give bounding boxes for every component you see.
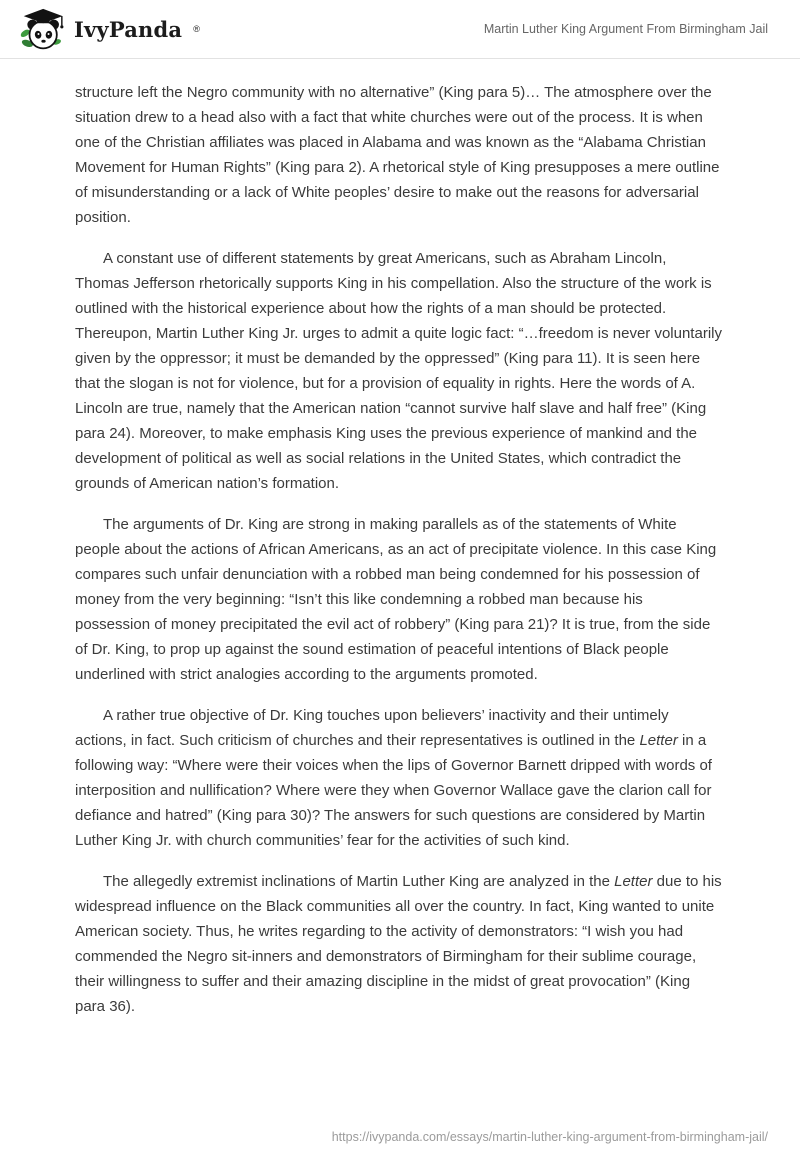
source-url-link[interactable]: https://ivypanda.com/essays/martin-luther-king-argument-from-birmingham-jail/ (331, 1130, 768, 1144)
ivypanda-panda-icon (18, 6, 64, 52)
paragraph-text: in a following way: “Where were their voices when the lips of Governor Barnett dripped with words of interposition and nullification? Where were they when Governor Wallace gave the clarion call for defiance and hatred” (King para 30)? The answers for such questions are considered by Martin Luther King Jr. with church communities’ fear for the activities of such kind. (75, 732, 712, 849)
letter-title-italic: Letter (639, 732, 678, 749)
page-header (0, 0, 800, 59)
brand-name: IvyPanda (74, 16, 183, 42)
letter-title-italic: Letter (614, 873, 653, 890)
paragraph-5 (75, 869, 722, 1019)
brand-logo[interactable] (18, 6, 200, 52)
paragraph-text: A constant use of different statements by great Americans, such as Abraham Lincoln, Thomas Jefferson rhetorically supports King in his compellation. Also the structure of the work is outlined with the historical experience about how the rights of a man should be protected. Thereupon, Martin Luther King Jr. urges to admit a quite logic fact: “…freedom is never voluntarily given by the oppressor; it must be demanded by the oppressed” (King para 11). It is seen here that the slogan is not for violence, but for a provision of equality in rights. Here the words of A. Lincoln are true, namely that the American nation “cannot survive half slave and half free” (King para 24). Moreover, to make emphasis King uses the previous experience of mankind and the development of political as well as social relations in the United States, which contradict the grounds of American nation’s formation. (75, 250, 722, 492)
page-footer (0, 1128, 768, 1146)
paragraph-text: due to his widespread influence on the Black communities all over the country. In fact, King wanted to unite American society. Thus, he writes regarding to the activity of demonstrators: “I wish you had commended the Negro sit-inners and demonstrators of Birmingham for their sublime courage, their willingness to suffer and their amazing discipline in the midst of great provocation” (King para 36). (75, 873, 722, 1015)
paragraph-text: A rather true objective of Dr. King touches upon believers’ inactivity and their untimely actions, in fact. Such criticism of churches and their representatives is outlined in the (75, 707, 669, 749)
paragraph-2 (75, 246, 722, 496)
paragraph-3 (75, 512, 722, 687)
essay-content (0, 59, 800, 1019)
paragraph-text: The allegedly extremist inclinations of Martin Luther King are analyzed in the (103, 873, 615, 890)
paragraph-text: structure left the Negro community with no alternative” (King para 5)… The atmosphere over the situation drew to a head also with a fact that white churches were out of the process. It is when one of the Christian affiliates was placed in Alabama and was known as the “Alabama Christian Movement for Human Rights” (King para 2). A rhetorical style of King presupposes a mere outline of misunderstanding or a lack of White peoples’ desire to make out the reasons for adversarial position. (75, 84, 720, 226)
registered-mark: ® (193, 24, 200, 34)
paragraph-text: The arguments of Dr. King are strong in making parallels as of the statements of White people about the actions of African Americans, as an act of precipitate violence. In this case King compares such unfair denunciation with a robbed man being condemned for his possession of money from the very beginning: “Isn’t this like condemning a robbed man because his possession of money precipitated the evil act of robbery” (King para 21)? It is true, from the side of Dr. King, to prop up against the sound estimation of peaceful intentions of Black people underlined with strict analogies according to the arguments promoted. (75, 516, 717, 683)
paragraph-1 (75, 80, 722, 230)
paragraph-4 (75, 703, 722, 853)
document-title: Martin Luther King Argument From Birmingham Jail (483, 22, 768, 36)
